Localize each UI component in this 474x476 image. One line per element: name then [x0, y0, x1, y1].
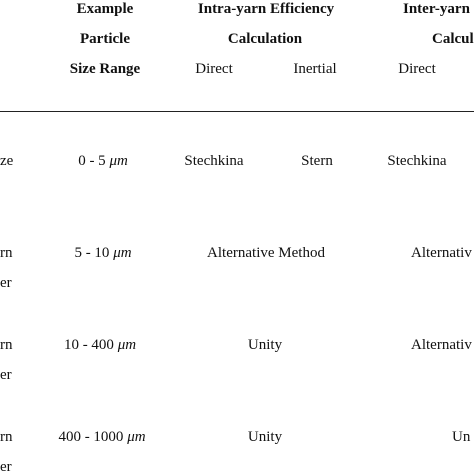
header-divider: [0, 111, 474, 112]
intra-merged-cell: Alternative Method: [207, 245, 325, 261]
header-inter-direct: Direct: [398, 61, 436, 77]
inter-direct-cell: Alternativ: [411, 245, 472, 261]
row-label-fragment: rn: [0, 337, 13, 353]
row-label-fragment: rn: [0, 429, 13, 445]
header-example: Example: [76, 1, 134, 17]
header-particle: Particle: [80, 31, 130, 47]
intra-inertial-cell: Stern: [301, 153, 333, 169]
size-range-cell: 400 - 1000 μm: [58, 429, 146, 445]
intra-direct-cell: Stechkina: [184, 153, 244, 169]
header-intra-inertial: Inertial: [293, 61, 337, 77]
header-intra-direct: Direct: [195, 61, 233, 77]
header-inter-yarn: Inter-yarn: [403, 1, 470, 17]
row-label-fragment: er: [0, 275, 12, 291]
inter-direct-cell: Stechkina: [387, 153, 447, 169]
inter-direct-cell: Alternativ: [411, 337, 472, 353]
intra-merged-cell: Unity: [247, 337, 283, 353]
inter-direct-cell: Un: [452, 429, 471, 445]
intra-merged-cell: Unity: [247, 429, 283, 445]
size-range-cell: 10 - 400 μm: [63, 337, 137, 353]
header-inter-calculation: Calcul: [432, 31, 474, 47]
header-intra-yarn-efficiency: Intra-yarn Efficiency: [197, 1, 335, 17]
size-range-cell: 5 - 10 μm: [74, 245, 132, 261]
header-size-range: Size Range: [69, 61, 141, 77]
row-label-fragment: er: [0, 459, 12, 475]
row-label-fragment: ze: [0, 153, 14, 169]
row-label-fragment: rn: [0, 245, 13, 261]
size-range-cell: 0 - 5 μm: [78, 153, 128, 169]
row-label-fragment: er: [0, 367, 12, 383]
header-intra-calculation: Calculation: [227, 31, 303, 47]
